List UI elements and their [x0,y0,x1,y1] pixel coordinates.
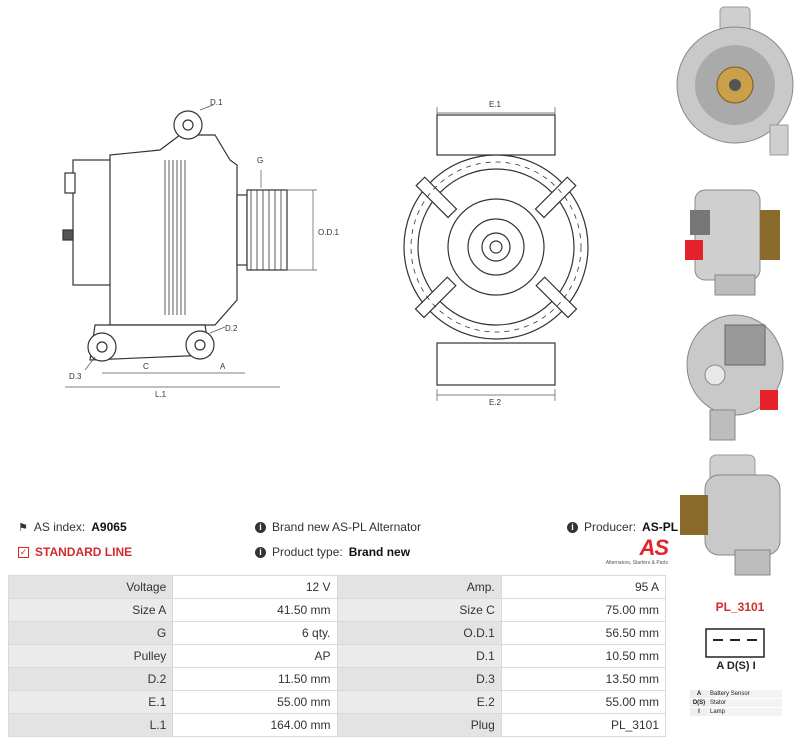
spec-value: 10.50 mm [501,645,665,668]
spec-value: 95 A [501,576,665,599]
plug-connector-drawing [705,628,765,658]
product-photo-rear [675,5,795,165]
d1-label: D.1 [210,98,223,107]
product-type-label: Product type: [272,545,343,559]
spec-label: G [9,622,173,645]
spec-row [9,691,666,714]
legend-value: Lamp [708,708,782,717]
spec-label: D.1 [337,645,501,668]
g-label: G [257,156,264,165]
plug-pins: A D(S) I [716,660,756,672]
spec-value: 56.50 mm [501,622,665,645]
spec-label: L.1 [9,714,173,737]
spec-row [9,622,666,645]
od1-label: O.D.1 [318,228,339,237]
spec-label: D.2 [9,668,173,691]
spec-value: 55.00 mm [173,691,337,714]
product-photo-side [680,175,795,300]
legend-key: A [690,690,708,699]
product-photo-angle [675,445,795,580]
spec-label: Size C [337,599,501,622]
spec-label: E.1 [9,691,173,714]
product-type-value: Brand new [348,545,411,559]
spec-value: 6 qty. [173,622,337,645]
spec-row [9,668,666,691]
info-icon: i [567,522,578,533]
producer-value: AS-PL [642,520,679,534]
spec-label: D.3 [337,668,501,691]
spec-label: O.D.1 [337,622,501,645]
spec-value: PL_3101 [501,714,665,737]
spec-value: 55.00 mm [501,691,665,714]
d3-label: D.3 [69,372,82,381]
legend-value: Battery Sensor [708,690,782,699]
spec-label: E.2 [337,691,501,714]
spec-row [9,599,666,622]
legend-row [690,708,782,717]
spec-label: Plug [337,714,501,737]
spec-label: Amp. [337,576,501,599]
e1-label: E.1 [489,100,502,109]
product-type-info [255,545,410,559]
alternator-side-view-drawing [55,95,339,405]
plug-legend [690,690,782,717]
alternator-text: Brand new AS-PL Alternator [272,520,421,534]
info-icon: i [255,547,266,558]
as-logo-tagline: Alternators, Starters & Parts [605,560,668,566]
spec-value: 75.00 mm [501,599,665,622]
standard-line-text: STANDARD LINE [35,545,133,559]
spec-row [9,645,666,668]
specs-table [8,575,666,737]
legend-row [690,699,782,708]
legend-value: Stator [708,699,782,708]
l1-label: L.1 [155,390,167,399]
as-index-value: A9065 [91,520,127,534]
spec-value: 41.50 mm [173,599,337,622]
spec-label: Pulley [9,645,173,668]
e2-label: E.2 [489,398,502,407]
product-photo-connector [680,305,795,440]
as-logo-mark: AS [639,535,668,560]
spec-value: AP [173,645,337,668]
spec-row [9,576,666,599]
alternator-info [255,520,421,534]
spec-value: 11.50 mm [173,668,337,691]
as-index [18,520,127,534]
checkbox-icon: ✓ [19,546,28,557]
alternator-front-view-drawing [395,95,610,405]
d2-label: D.2 [225,324,238,333]
c-label: C [143,362,149,371]
legend-row [690,690,782,699]
spec-label: Voltage [9,576,173,599]
plug-code: PL_3101 [715,600,765,614]
as-index-label: AS index: [33,520,86,534]
info-icon: i [255,522,266,533]
as-logo [600,535,668,567]
legend-key: D(S) [690,699,708,708]
standard-line [18,545,132,559]
spec-label: Size A [9,599,173,622]
producer-label: Producer: [584,520,637,534]
spec-value: 12 V [173,576,337,599]
spec-row [9,714,666,737]
spec-value: 164.00 mm [173,714,337,737]
producer-info [567,520,678,534]
a-label: A [220,362,226,371]
tag-icon: ⚑ [18,521,28,534]
spec-value: 13.50 mm [501,668,665,691]
legend-key: I [690,708,708,717]
